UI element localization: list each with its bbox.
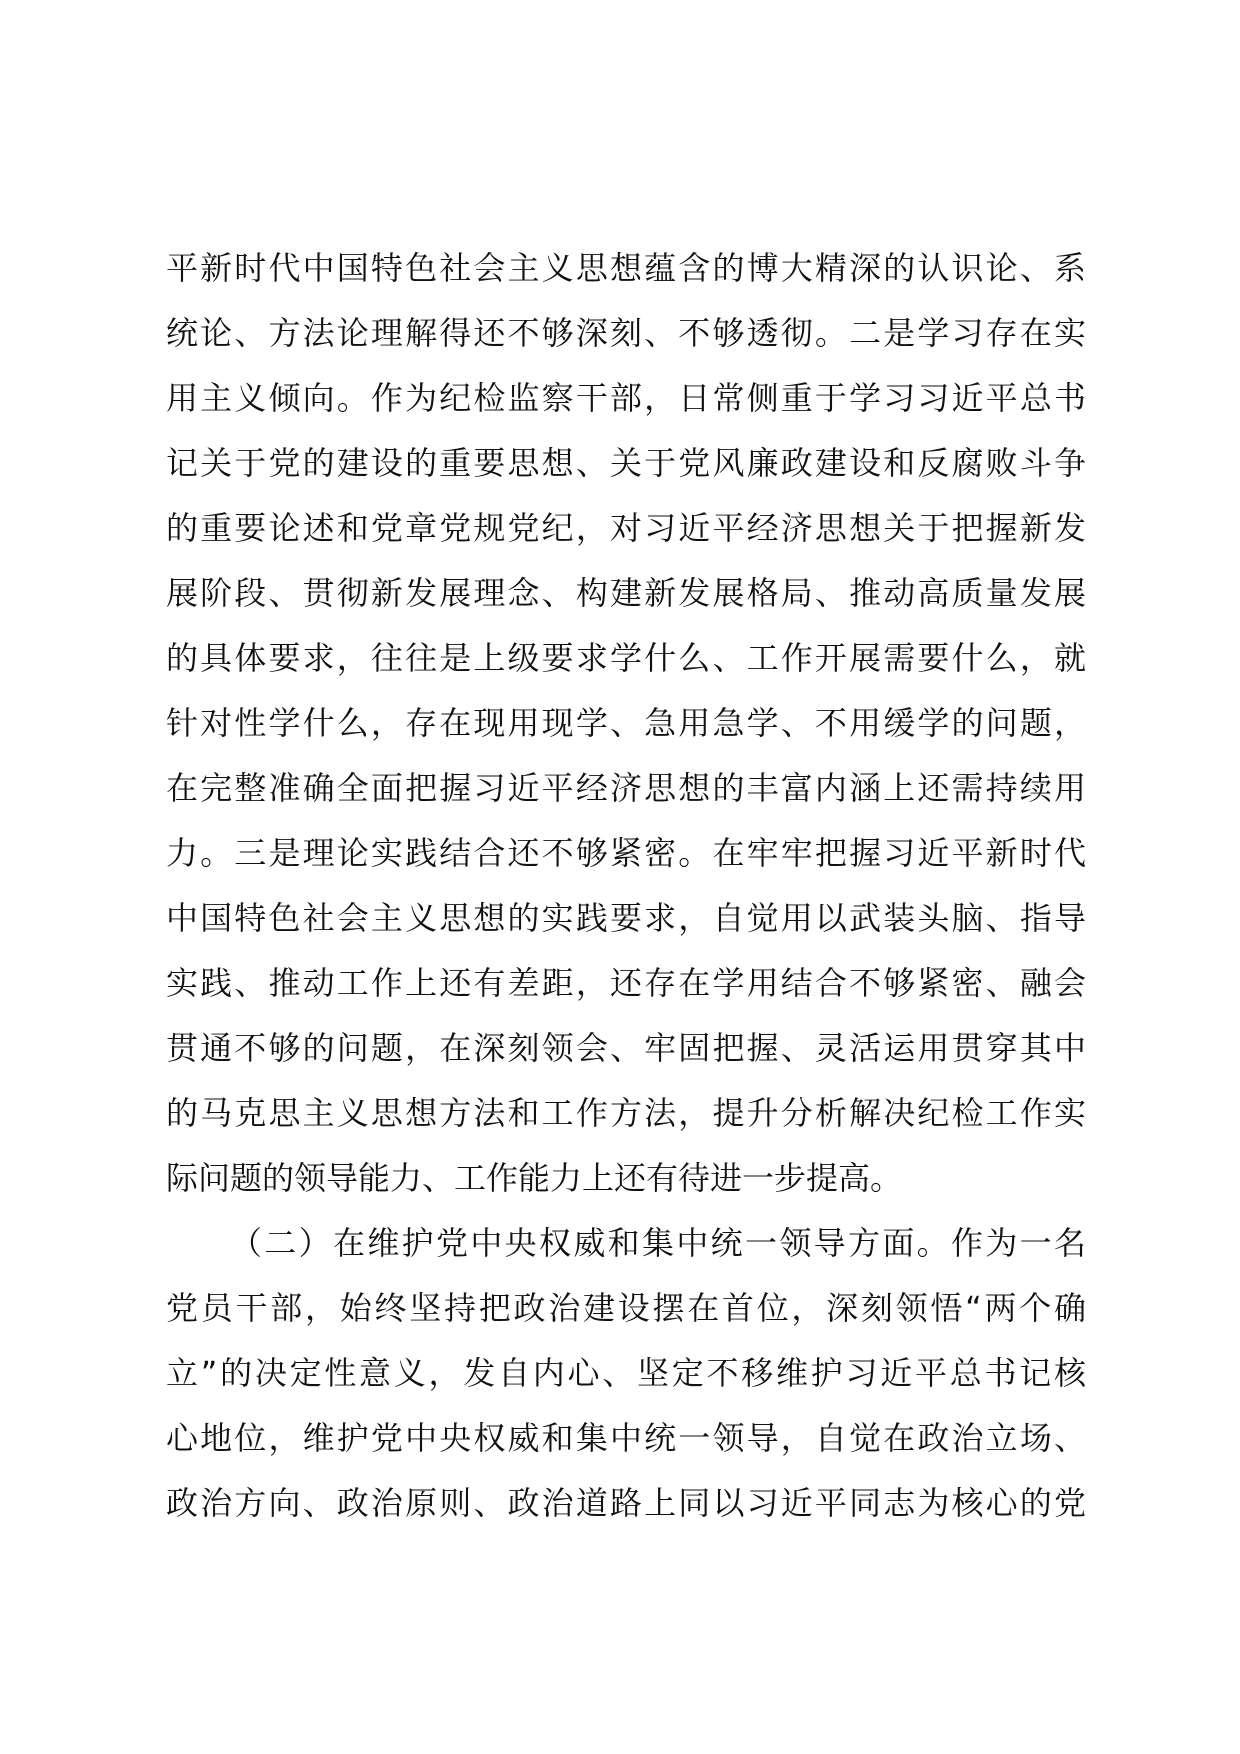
section-heading-line: （二）在维护党中央权威和集中统一领导方面。作为一名 xyxy=(230,1224,1086,1262)
text-line: 党员干部，始终坚持把政治建设摆在首位，深刻领悟“两个确 xyxy=(166,1289,1086,1327)
text-line: 记关于党的建设的重要思想、关于党风廉政建设和反腐败斗争 xyxy=(166,444,1086,482)
body-text xyxy=(166,236,1086,1536)
text-line: 用主义倾向。作为纪检监察干部，日常侧重于学习习近平总书 xyxy=(166,379,1086,417)
text-line: 立”的决定性意义，发自内心、坚定不移维护习近平总书记核 xyxy=(166,1354,1086,1392)
paragraph-end-line: 际问题的领导能力、工作能力上还有待进一步提高。 xyxy=(166,1159,903,1197)
text-line: 的重要论述和党章党规党纪，对习近平经济思想关于把握新发 xyxy=(166,509,1086,547)
text-line: 展阶段、贯彻新发展理念、构建新发展格局、推动高质量发展 xyxy=(166,574,1086,612)
text-line: 在完整准确全面把握习近平经济思想的丰富内涵上还需持续用 xyxy=(166,769,1086,807)
text-line: 统论、方法论理解得还不够深刻、不够透彻。二是学习存在实 xyxy=(166,314,1086,352)
text-line: 心地位，维护党中央权威和集中统一领导，自觉在政治立场、 xyxy=(166,1419,1086,1457)
text-line: 的马克思主义思想方法和工作方法，提升分析解决纪检工作实 xyxy=(166,1094,1086,1132)
text-line: 政治方向、政治原则、政治道路上同以习近平同志为核心的党 xyxy=(166,1484,1086,1522)
text-line: 的具体要求，往往是上级要求学什么、工作开展需要什么，就 xyxy=(166,639,1086,677)
text-line: 力。三是理论实践结合还不够紧密。在牢牢把握习近平新时代 xyxy=(166,834,1086,872)
text-line: 针对性学什么，存在现用现学、急用急学、不用缓学的问题， xyxy=(166,704,1086,742)
text-line: 贯通不够的问题，在深刻领会、牢固把握、灵活运用贯穿其中 xyxy=(166,1029,1086,1067)
text-line: 平新时代中国特色社会主义思想蕴含的博大精深的认识论、系 xyxy=(166,249,1086,287)
text-line: 中国特色社会主义思想的实践要求，自觉用以武装头脑、指导 xyxy=(166,899,1086,937)
text-line: 实践、推动工作上还有差距，还存在学用结合不够紧密、融会 xyxy=(166,964,1086,1002)
